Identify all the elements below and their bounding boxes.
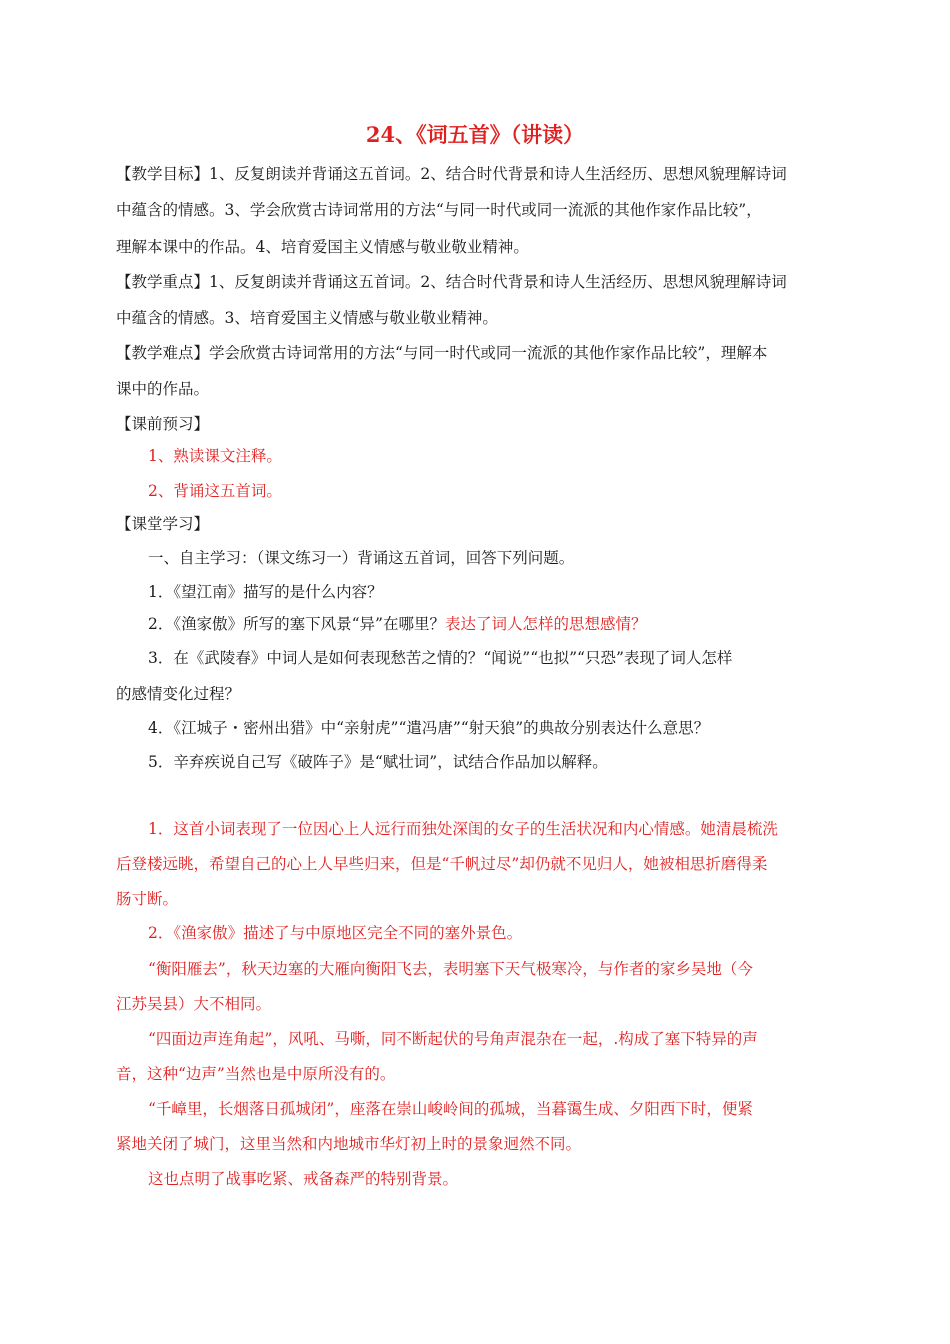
answer-2-line-5: 音，这种“边声”当然也是中原所没有的。 bbox=[116, 1065, 396, 1083]
question-2-text: 2．《渔家傲》所写的塞下风景“异”在哪里？ bbox=[148, 615, 445, 633]
preview-item-2: 2、背诵这五首词。 bbox=[148, 482, 282, 500]
answer-2-line-8: 这也点明了战事吃紧、戒备森严的特别背景。 bbox=[148, 1170, 459, 1188]
answer-1-line-2: 后登楼远眺，希望自己的心上人早些归来，但是“千帆过尽”却仍就不见归人，她被相思折磨得柔 bbox=[116, 855, 768, 873]
teaching-difficulty-line-2: 课中的作品。 bbox=[116, 380, 210, 398]
teaching-difficulty-line-1: 【教学难点】学会欣赏古诗词常用的方法“与同一时代或同一流派的其他作家作品比较”，理解本 bbox=[116, 344, 768, 362]
answer-2-line-3: 江苏吴县）大不相同。 bbox=[116, 995, 272, 1013]
answer-2-line-6: “千嶂里，长烟落日孤城闭”，座落在崇山峻岭间的孤城，当暮霭生成、夕阳西下时，便紧 bbox=[148, 1100, 753, 1118]
answer-2-line-1: 2．《渔家傲》描述了与中原地区完全不同的塞外景色。 bbox=[148, 924, 523, 942]
teaching-goal-line-1: 【教学目标】1、反复朗读并背诵这五首词。2、结合时代背景和诗人生活经历、思想风貌理解诗词 bbox=[116, 165, 787, 183]
teaching-goal-line-3: 理解本课中的作品。4、培育爱国主义情感与敬业敬业精神。 bbox=[116, 238, 529, 256]
question-2-highlight: 表达了词人怎样的思想感情？ bbox=[444, 615, 647, 633]
teaching-goal-line-2: 中蕴含的情感。3、学会欣赏古诗词常用的方法“与同一时代或同一流派的其他作家作品比较”， bbox=[116, 201, 762, 219]
answer-2-line-4: “四面边声连角起”，风吼、马嘶，同不断起伏的号角声混杂在一起，.构成了塞下特异的声 bbox=[148, 1030, 758, 1048]
teaching-focus-line-1: 【教学重点】1、反复朗读并背诵这五首词。2、结合时代背景和诗人生活经历、思想风貌理解诗词 bbox=[116, 273, 787, 291]
question-5: 5．辛弃疾说自己写《破阵子》是“赋壮词”，试结合作品加以解释。 bbox=[148, 753, 608, 771]
preview-item-1: 1、熟读课文注释。 bbox=[148, 447, 282, 465]
question-2 bbox=[148, 612, 878, 636]
teaching-focus-line-2: 中蕴含的情感。3、培育爱国主义情感与敬业敬业精神。 bbox=[116, 309, 498, 327]
answer-2-line-2: “衡阳雁去”，秋天边塞的大雁向衡阳飞去，表明塞下天气极寒冷，与作者的家乡吴地（今 bbox=[148, 960, 753, 978]
answer-2-line-7: 紧地关闭了城门，这里当然和内地城市华灯初上时的景象迥然不同。 bbox=[116, 1135, 582, 1153]
question-3-line-1: 3．在《武陵春》中词人是如何表现愁苦之情的？“闻说”“也拟”“只恐”表现了词人怎样 bbox=[148, 649, 733, 667]
page-title: 24、《词五首》（讲读） bbox=[365, 122, 585, 147]
answer-1-line-3: 肠寸断。 bbox=[116, 890, 179, 908]
question-3-line-2: 的感情变化过程？ bbox=[116, 685, 241, 703]
classroom-heading: 【课堂学习】 bbox=[116, 515, 210, 533]
answer-1-line-1: 1．这首小词表现了一位因心上人远行而独处深闺的女子的生活状况和内心情感。她清晨梳洗 bbox=[148, 820, 778, 838]
preview-heading: 【课前预习】 bbox=[116, 415, 210, 433]
question-4: 4．《江城子・密州出猎》中“亲射虎”“遣冯唐”“射天狼”的典故分别表达什么意思？ bbox=[148, 719, 710, 737]
self-study-intro: 一、自主学习：（课文练习一）背诵这五首词，回答下列问题。 bbox=[148, 549, 575, 567]
question-1: 1．《望江南》描写的是什么内容？ bbox=[148, 583, 383, 601]
